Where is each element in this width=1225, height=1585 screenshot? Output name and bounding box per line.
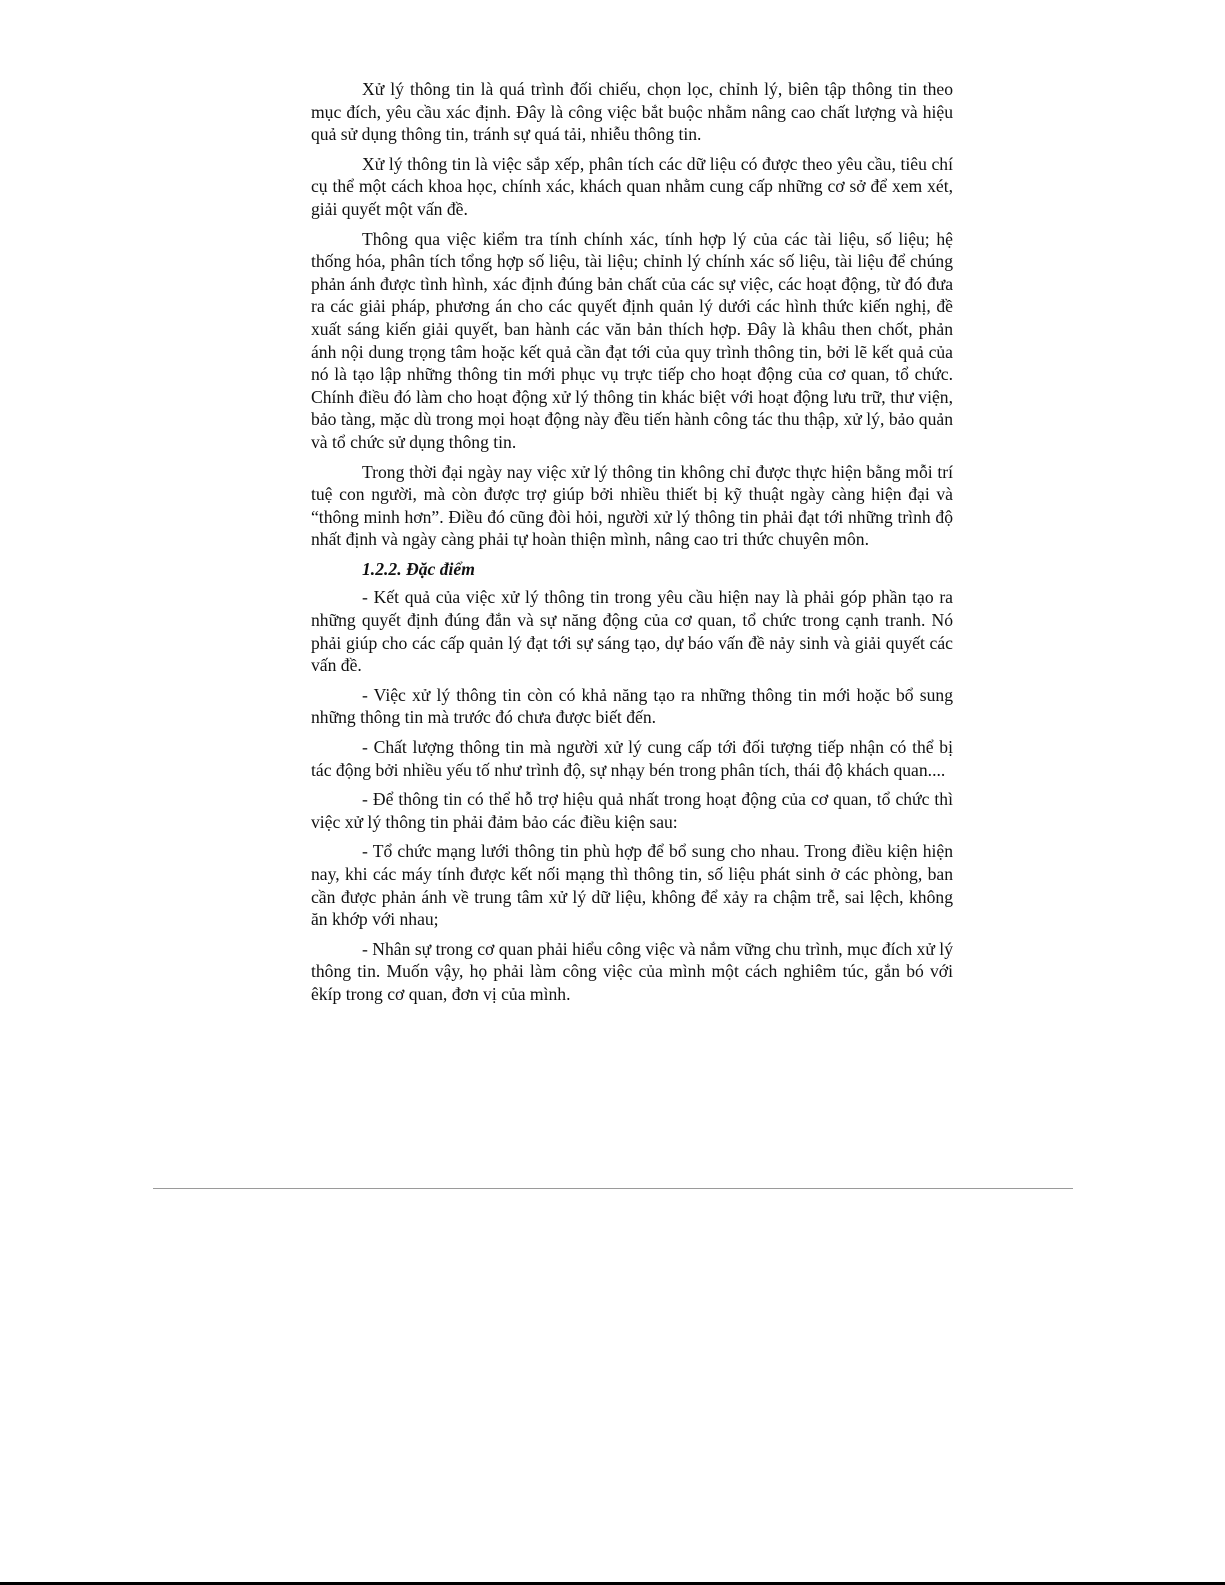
paragraph-process: Thông qua việc kiểm tra tính chính xác, tính hợp lý của các tài liệu, số liệu; hệ thống hóa, phân tích tổng hợp số liệu, tài liệu; chỉnh lý chính xác số liệu, tài liệu để chúng phản ánh được tình hình, xác định đúng bản chất của các sự việc, các hoạt động, từ đó đưa ra các giải pháp, phương án cho các quyết định quản lý dưới các hình thức kiến nghị, đề xuất sáng kiến giải quyết, ban hành các văn bản thích hợp. Đây là khâu then chốt, phản ánh nội dung trọng tâm hoặc kết quả cần đạt tới của quy trình thông tin, bởi lẽ kết quả của nó là tạo lập những thông tin mới phục vụ trực tiếp cho hoạt động của cơ quan, tổ chức. Chính điều đó làm cho hoạt động xử lý thông tin khác biệt với hoạt động lưu trữ, thư viện, bảo tàng, mặc dù trong mọi hoạt động này đều tiến hành công tác thu thập, xử lý, bảo quản và tổ chức sử dụng thông tin. <box>311 228 953 452</box>
paragraph-feature-1: - Kết quả của việc xử lý thông tin trong yêu cầu hiện nay là phải góp phần tạo ra những quyết định đúng đắn và sự năng động của cơ quan, tổ chức trong cạnh tranh. Nó phải giúp cho các cấp quản lý đạt tới sự sáng tạo, dự báo vấn đề nảy sinh và giải quyết các vấn đề. <box>311 587 953 676</box>
paragraph-definition-2: Xử lý thông tin là việc sắp xếp, phân tích các dữ liệu có được theo yêu cầu, tiêu chí cụ thể một cách khoa học, chính xác, khách quan nhằm cung cấp những cơ sở để xem xét, giải quyết một vấn đề. <box>311 153 953 219</box>
paragraph-condition-1: - Tổ chức mạng lưới thông tin phù hợp để bổ sung cho nhau. Trong điều kiện hiện nay, khi các máy tính được kết nối mạng thì thông tin, số liệu phát sinh ở các phòng, ban cần được phản ánh về trung tâm xử lý dữ liệu, không để xảy ra chậm trễ, sai lệch, không ăn khớp với nhau; <box>311 841 953 930</box>
paragraph-definition-1: Xử lý thông tin là quá trình đối chiếu, chọn lọc, chỉnh lý, biên tập thông tin theo mục đích, yêu cầu xác định. Đây là công việc bắt buộc nhằm nâng cao chất lượng và hiệu quả sử dụng thông tin, tránh sự quá tải, nhiễu thông tin. <box>311 79 953 145</box>
paragraph-feature-4: - Để thông tin có thể hỗ trợ hiệu quả nhất trong hoạt động của cơ quan, tổ chức thì việc xử lý thông tin phải đảm bảo các điều kiện sau: <box>311 789 953 832</box>
document-body <box>311 78 953 1013</box>
paragraph-modern-era: Trong thời đại ngày nay việc xử lý thông tin không chỉ được thực hiện bằng mỗi trí tuệ con người, mà còn được trợ giúp bởi nhiều thiết bị kỹ thuật ngày càng hiện đại và “thông minh hơn”. Điều đó cũng đòi hỏi, người xử lý thông tin phải đạt tới những trình độ nhất định và ngày càng phải tự hoàn thiện mình, nâng cao tri thức chuyên môn. <box>311 461 953 550</box>
paragraph-condition-2: - Nhân sự trong cơ quan phải hiểu công việc và nắm vững chu trình, mục đích xử lý thông tin. Muốn vậy, họ phải làm công việc của mình một cách nghiêm túc, gắn bó với êkíp trong cơ quan, đơn vị của mình. <box>311 938 953 1004</box>
paragraph-feature-2: - Việc xử lý thông tin còn có khả năng tạo ra những thông tin mới hoặc bổ sung những thông tin mà trước đó chưa được biết đến. <box>311 684 953 728</box>
paragraph-feature-3: - Chất lượng thông tin mà người xử lý cung cấp tới đối tượng tiếp nhận có thể bị tác động bởi nhiều yếu tố như trình độ, sự nhạy bén trong phân tích, thái độ khách quan.... <box>311 737 953 780</box>
footer-divider <box>153 1188 1073 1189</box>
section-heading: 1.2.2. Đặc điểm <box>362 558 475 579</box>
